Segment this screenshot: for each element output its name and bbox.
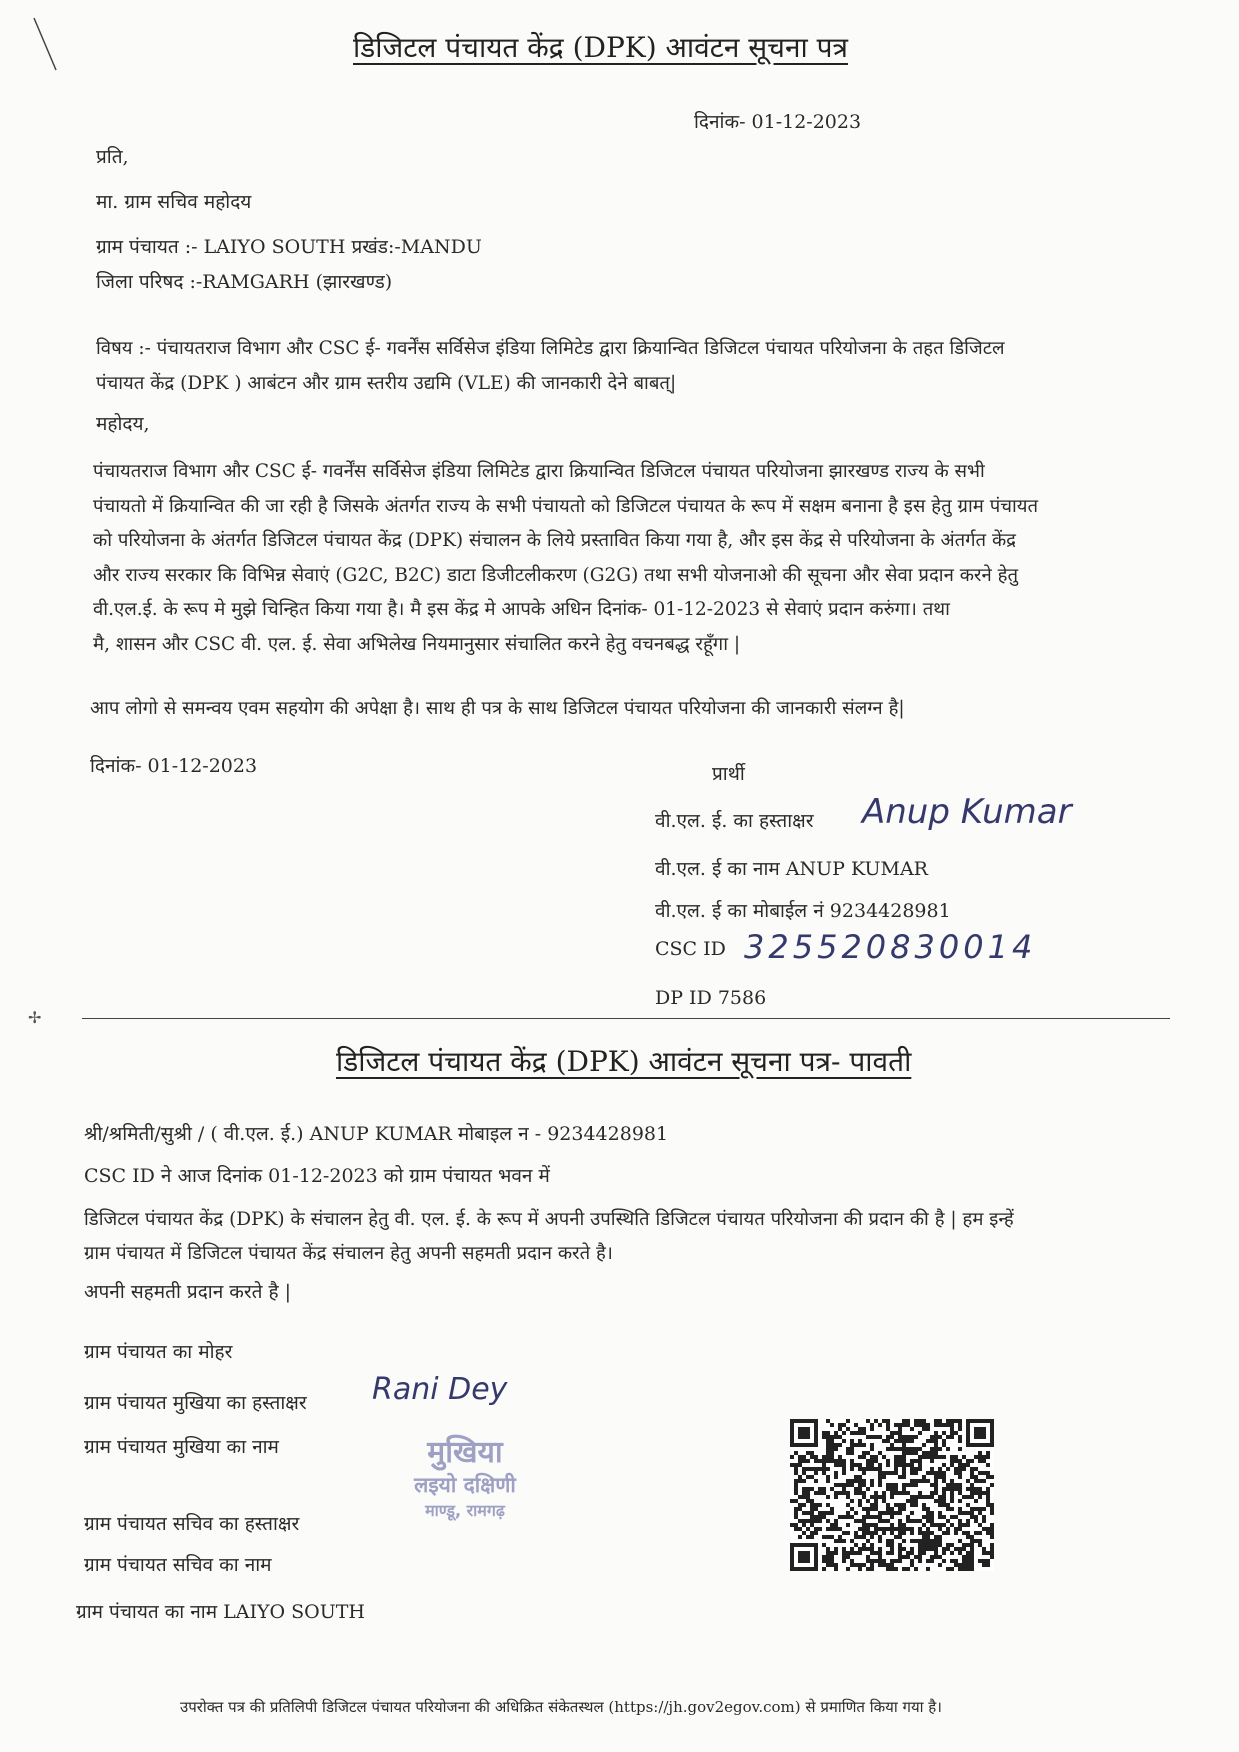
bottom-date: दिनांक- 01-12-2023 [90, 755, 258, 777]
subject-line: विषय :- पंचायतराज विभाग और CSC ई- गवर्नेंस सर्विसेज इंडिया लिमिटेड द्वारा क्रियान्वित डिजिटल पंचायत परियोजना के तहत डिजिटल [96, 338, 1005, 359]
receipt-consent-line: अपनी सहमती प्रदान करते है | [84, 1281, 292, 1303]
receipt-csc-line: CSC ID ने आज दिनांक 01-12-2023 को ग्राम पंचायत भवन में [84, 1165, 550, 1187]
stamp-line: माण्डू, रामगढ़ [425, 1501, 505, 1520]
vle-signature: Anup Kumar [862, 792, 1072, 832]
receipt-text-line: डिजिटल पंचायत केंद्र (DPK) के संचालन हेतु वी. एल. ई. के रूप में अपनी उपस्थिति डिजिटल पंचायत परियोजना की प्रदान की है | हम इन्हें [84, 1209, 1014, 1230]
mukhiya-stamp [370, 1430, 560, 1521]
dp-id: DP ID 7586 [655, 987, 767, 1009]
subject-line: पंचायत केंद्र (DPK ) आबंटन और ग्राम स्तरीय उद्यमि (VLE) की जानकारी देने बाबत्| [96, 372, 677, 394]
letter-title: डिजिटल पंचायत केंद्र (DPK) आवंटन सूचना पत्र [353, 31, 849, 64]
body-paragraph [93, 455, 1038, 662]
receipt-title: डिजिटल पंचायत केंद्र (DPK) आवंटन सूचना पत्र- पावती [336, 1045, 912, 1078]
csc-id-label: CSC ID [655, 938, 726, 960]
body-line: और राज्य सरकार कि विभिन्न सेवाएं (G2C, B2C) डाटा डिजीटलीकरण (G2G) तथा सभी योजनाओ की सूचना और सेवा प्रदान करने हेतु [93, 564, 1019, 586]
subject-block [96, 332, 1005, 401]
body-line: पंचायतराज विभाग और CSC ई- गवर्नेंस सर्विसेज इंडिया लिमिटेड द्वारा क्रियान्वित डिजिटल पंचायत परियोजना झारखण्ड राज्य के सभी [93, 461, 985, 482]
salutation: महोदय, [96, 413, 150, 435]
letter-date: दिनांक- 01-12-2023 [694, 111, 862, 133]
footer-note: उपरोक्त पत्र की प्रतिलिपी डिजिटल पंचायत परियोजना की अधिक्रित संकेतस्थल (https://jh.gov2egov.com) से प्रमाणित किया गया है। [180, 1698, 942, 1716]
mukhiya-name-label: ग्राम पंचायत मुखिया का नाम [84, 1436, 279, 1458]
section-divider [82, 1018, 1170, 1019]
addressee: मा. ग्राम सचिव महोदय [96, 191, 252, 213]
cooperation-line: आप लोगो से समन्वय एवम सहयोग की अपेक्षा है। साथ ही पत्र के साथ डिजिटल पंचायत परियोजना की जानकारी संलग्न है| [90, 698, 905, 719]
receipt-vle-line: श्री/श्रमिती/सुश्री / ( वी.एल. ई.) ANUP KUMAR मोबाइल न - 9234428981 [84, 1123, 669, 1145]
body-line: वी.एल.ई. के रूप मे मुझे चिन्हित किया गया है। मै इस केंद्र मे आपके अधिन दिनांक- 01-12-2023 से सेवाएं प्रदान करुंगा। तथा [93, 599, 950, 620]
vle-mobile: वी.एल. ई का मोबाईल नं 9234428981 [655, 900, 951, 922]
secretary-sign-label: ग्राम पंचायत सचिव का हस्ताक्षर [84, 1513, 300, 1535]
qr-code [790, 1418, 994, 1572]
seal-label: ग्राम पंचायत का मोहर [84, 1341, 233, 1363]
district-line: जिला परिषद :-RAMGARH (झारखण्ड) [96, 271, 393, 293]
panchayat-name-label: ग्राम पंचायत का नाम LAIYO SOUTH [76, 1601, 365, 1623]
secretary-name-label: ग्राम पंचायत सचिव का नाम [84, 1554, 272, 1576]
body-line: पंचायतो में क्रियान्वित की जा रही है जिसके अंतर्गत राज्य के सभी पंचायतो को डिजिटल पंचायत के रूप में सक्षम बनाना है इस हेतु ग्राम पंचायत [93, 495, 1039, 517]
mukhiya-signature: Rani Dey [372, 1372, 508, 1407]
body-line: मै, शासन और CSC वी. एल. ई. सेवा अभिलेख नियमानुसार संचालित करने हेतु वचनबद्ध रहूँगा | [93, 633, 741, 655]
stamp-line: लइयो दक्षिणी [414, 1473, 516, 1497]
stamp-line: मुखिया [427, 1435, 503, 1470]
vle-sign-label: वी.एल. ई. का हस्ताक्षर [655, 810, 814, 832]
panchayat-line: ग्राम पंचायत :- LAIYO SOUTH प्रखंड:-MANDU [96, 236, 482, 258]
scan-mark [30, 14, 70, 78]
vle-name: वी.एल. ई का नाम ANUP KUMAR [655, 858, 928, 880]
mukhiya-sign-label: ग्राम पंचायत मुखिया का हस्ताक्षर [84, 1392, 307, 1414]
body-line: को परियोजना के अंतर्गत डिजिटल पंचायत केंद्र (DPK) संचालन के लिये प्रस्तावित किया गया है, और इस केंद्र से परियोजना के अंतर्गत केंद्र [93, 530, 1017, 551]
receipt-text-line: ग्राम पंचायत में डिजिटल पंचायत केंद्र संचालन हेतु अपनी सहमती प्रदान करते है। [84, 1243, 613, 1264]
to-label: प्रति, [96, 146, 129, 168]
scan-speck-icon: ✢ [28, 1008, 42, 1027]
csc-id-value: 325520830014 [744, 928, 1037, 966]
applicant-label: प्रार्थी [712, 763, 745, 785]
